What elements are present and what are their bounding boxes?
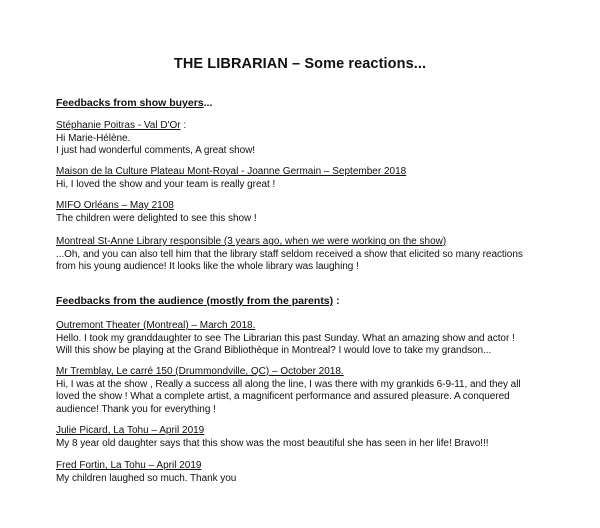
buyers-heading-text: Feedbacks from show buyers bbox=[56, 97, 204, 109]
entry-source-name: Stéphanie Poitras - Val D'Or bbox=[56, 120, 181, 131]
entry-source-name: Julie Picard, La Tohu – April 2019 bbox=[56, 425, 205, 436]
entry-text-line: audience! Thank you for everything ! bbox=[56, 403, 216, 415]
audience-heading-text: Feedbacks from the audience (mostly from the parents) bbox=[56, 295, 334, 307]
entry-text-line: loved the show ! What a complete artist, a magnificent performance and assured pleasure. A conquered bbox=[56, 391, 510, 403]
buyer-entry-mifo bbox=[56, 200, 576, 225]
entry-text-line: The children were delighted to see this show ! bbox=[56, 212, 257, 224]
entry-text-line: ...Oh, and you can also tell him that the library staff seldom received a show that elicited so many reactions bbox=[56, 248, 523, 260]
entry-text-line: I just had wonderful comments, A great show! bbox=[56, 145, 256, 157]
entry-source bbox=[56, 200, 576, 213]
entry-text-line: My 8 year old daughter says that this show was the most beautiful she has seen in her life! Bravo!!! bbox=[56, 437, 489, 449]
entry-text-line: Hi, I loved the show and your team is really great ! bbox=[56, 178, 276, 190]
audience-entry-picard bbox=[56, 425, 576, 450]
buyers-heading-suffix: ... bbox=[203, 97, 213, 109]
entry-text-line: Hi Marie-Hélène. bbox=[56, 132, 131, 144]
entry-source-name: Outremont Theater (Montreal) – March 2018. bbox=[56, 320, 256, 331]
audience-section-heading bbox=[56, 295, 340, 307]
entry-text-line: Will this show be playing at the Grand Bibliothèque in Montreal? I would love to take my grandson... bbox=[56, 345, 492, 357]
audience-heading-suffix: : bbox=[333, 295, 340, 307]
audience-entry-tremblay bbox=[56, 366, 576, 416]
entry-source-name: Maison de la Culture Plateau Mont-Royal - Joanne Germain – September 2018 bbox=[56, 166, 407, 177]
entry-source-name: Fred Fortin, La Tohu – April 2019 bbox=[56, 460, 202, 471]
entry-source-suffix: : bbox=[180, 120, 187, 131]
entry-text-line: My children laughed so much. Thank you bbox=[56, 472, 237, 484]
entry-source bbox=[56, 366, 576, 379]
entry-source bbox=[56, 460, 576, 473]
entry-source-name: MIFO Orléans – May 2108 bbox=[56, 200, 174, 211]
audience-entry-outremont bbox=[56, 320, 576, 358]
buyer-entry-st-anne-library bbox=[56, 236, 576, 274]
document-title: THE LIBRARIAN – Some reactions... bbox=[173, 56, 427, 72]
buyer-entry-poitras bbox=[56, 120, 576, 158]
entry-text-line: Hello. I took my granddaughter to see The Librarian this past Sunday. What an amazing show and actor ! bbox=[56, 332, 515, 344]
audience-entry-fortin bbox=[56, 460, 576, 485]
entry-source bbox=[56, 166, 576, 179]
entry-source bbox=[56, 425, 576, 438]
entry-text-line: from his young audience! It looks like the whole library was laughing ! bbox=[56, 261, 359, 273]
entry-text-line: Hi, I was at the show , Really a success all along the line, I was there with my grankids 6-9-11, and they all bbox=[56, 378, 521, 390]
entry-source bbox=[56, 320, 576, 333]
entry-source-name: Mr Tremblay, Le carré 150 (Drummondville, QC) – October 2018. bbox=[56, 366, 344, 377]
entry-source-name: Montreal St-Anne Library responsible (3 years ago, when we were working on the show) bbox=[56, 236, 447, 247]
buyer-entry-maison-culture bbox=[56, 166, 576, 191]
buyers-section-heading bbox=[56, 97, 212, 109]
entry-source bbox=[56, 120, 576, 133]
entry-source bbox=[56, 236, 576, 249]
